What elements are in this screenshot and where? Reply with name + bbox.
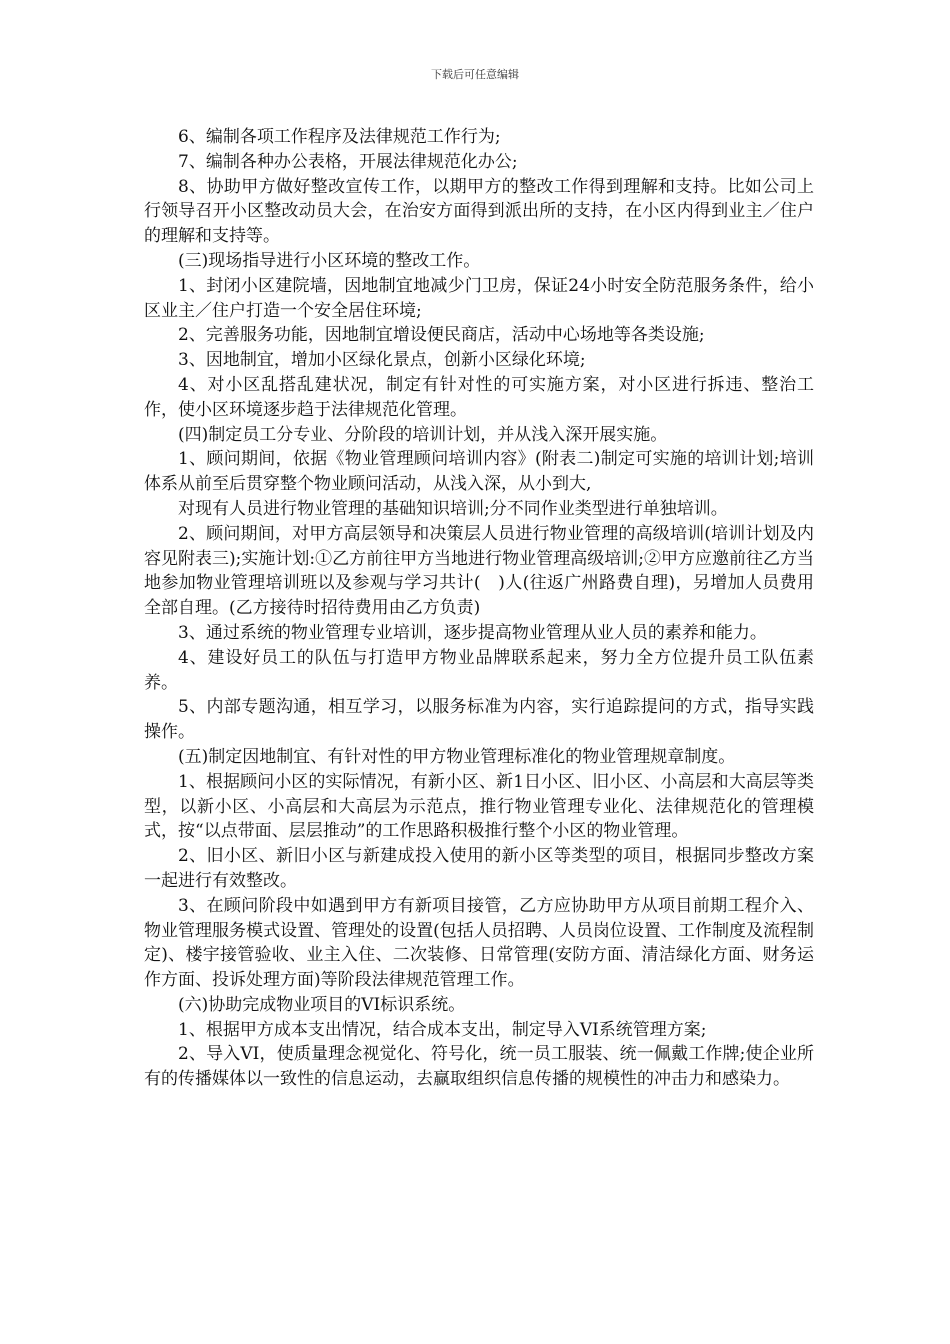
paragraph: 5、内部专题沟通，相互学习，以服务标准为内容，实行追踪提问的方式，指导实践操作。: [144, 697, 814, 743]
paragraph: 2、旧小区、新旧小区与新建成投入使用的新小区等类型的项目，根据同步整改方案一起进行有效整改。: [144, 846, 814, 891]
paragraph: 6、编制各项工作程序及法律规范工作行为;: [178, 127, 501, 147]
paragraph: (六)协助完成物业项目的VI标识系统。: [178, 994, 466, 1015]
paragraph: 2、导入VI，使质量理念视觉化、符号化，统一员工服装、统一佩戴工作牌;使企业所有的传播媒体以一致性的信息运动，去赢取组织信息传播的规模性的冲击力和感染力。: [144, 1044, 814, 1090]
paragraph: 3、因地制宜，增加小区绿化景点，创新小区绿化环境;: [178, 350, 586, 371]
paragraph: (三)现场指导进行小区环境的整改工作。: [178, 250, 481, 271]
paragraph: 对现有人员进行物业管理的基础知识培训;分不同作业类型进行单独培训。: [178, 498, 728, 519]
paragraph: (五)制定因地制宜、有针对性的甲方物业管理标准化的物业管理规章制度。: [178, 746, 736, 767]
paragraph: 2、完善服务功能，因地制宜增设便民商店，活动中心场地等各类设施;: [178, 325, 705, 346]
paragraph: 1、顾问期间，依据《物业管理顾问培训内容》(附表二)制定可实施的培训计划;培训体系从前至后贯穿整个物业顾问活动，从浅入深，从小到大,: [144, 449, 814, 495]
paragraph: 3、在顾问阶段中如遇到甲方有新项目接管，乙方应协助甲方从项目前期工程介入、物业管理服务模式设置、管理处的设置(包括人员招聘、人员岗位设置、工作制度及流程制定)、楼宇接管验收、业主入住、二次装修、日常管理(安防方面、清洁绿化方面、财务运作方面、投诉处理方面)等阶段法律规范管理工作。: [144, 895, 814, 991]
paragraph: 1、封闭小区建院墙，因地制宜地减少门卫房，保证24小时安全防范服务条件，给小区业主／住户打造一个安全居住环境;: [144, 275, 814, 321]
paragraph: 1、根据甲方成本支出情况，结合成本支出，制定导入VI系统管理方案;: [178, 1019, 707, 1040]
paragraph: (四)制定员工分专业、分阶段的培训计划，并从浅入深开展实施。: [178, 424, 668, 445]
paragraph: 3、通过系统的物业管理专业培训，逐步提高物业管理从业人员的素养和能力。: [178, 622, 767, 643]
paragraph: 4、对小区乱搭乱建状况，制定有针对性的可实施方案，对小区进行拆违、整治工作，使小区环境逐步趋于法律规范化管理。: [144, 374, 814, 420]
paragraph: 7、编制各种办公表格，开展法律规范化办公;: [178, 151, 518, 172]
header-note: 下载后可任意编辑: [431, 68, 519, 81]
paragraph: 4、建设好员工的队伍与打造甲方物业品牌联系起来，努力全方位提升员工队伍素养。: [144, 647, 814, 693]
paragraph: 2、顾问期间，对甲方高层领导和决策层人员进行物业管理的高级培训(培训计划及内容见附表三);实施计划:①乙方前往甲方当地进行物业管理高级培训;②甲方应邀前往乙方当地参加物业管理培训班以及参观与学习共计( )人(往返广州路费自理)，另增加人员费用全部自理。(乙方接待时招待费用由乙方负责): [144, 523, 814, 619]
paragraph: 1、根据顾问小区的实际情况，有新小区、新1日小区、旧小区、小高层和大高层等类型，以新小区、小高层和大高层为示范点，推行物业管理专业化、法律规范化的管理模式，按“以点带面、层层推动”的工作思路积极推行整个小区的物业管理。: [144, 771, 814, 842]
document-body: [144, 125, 814, 1092]
paragraph: 8、协助甲方做好整改宣传工作，以期甲方的整改工作得到理解和支持。比如公司上行领导召开小区整改动员大会，在治安方面得到派出所的支持，在小区内得到业主／住户的理解和支持等。: [144, 176, 814, 247]
